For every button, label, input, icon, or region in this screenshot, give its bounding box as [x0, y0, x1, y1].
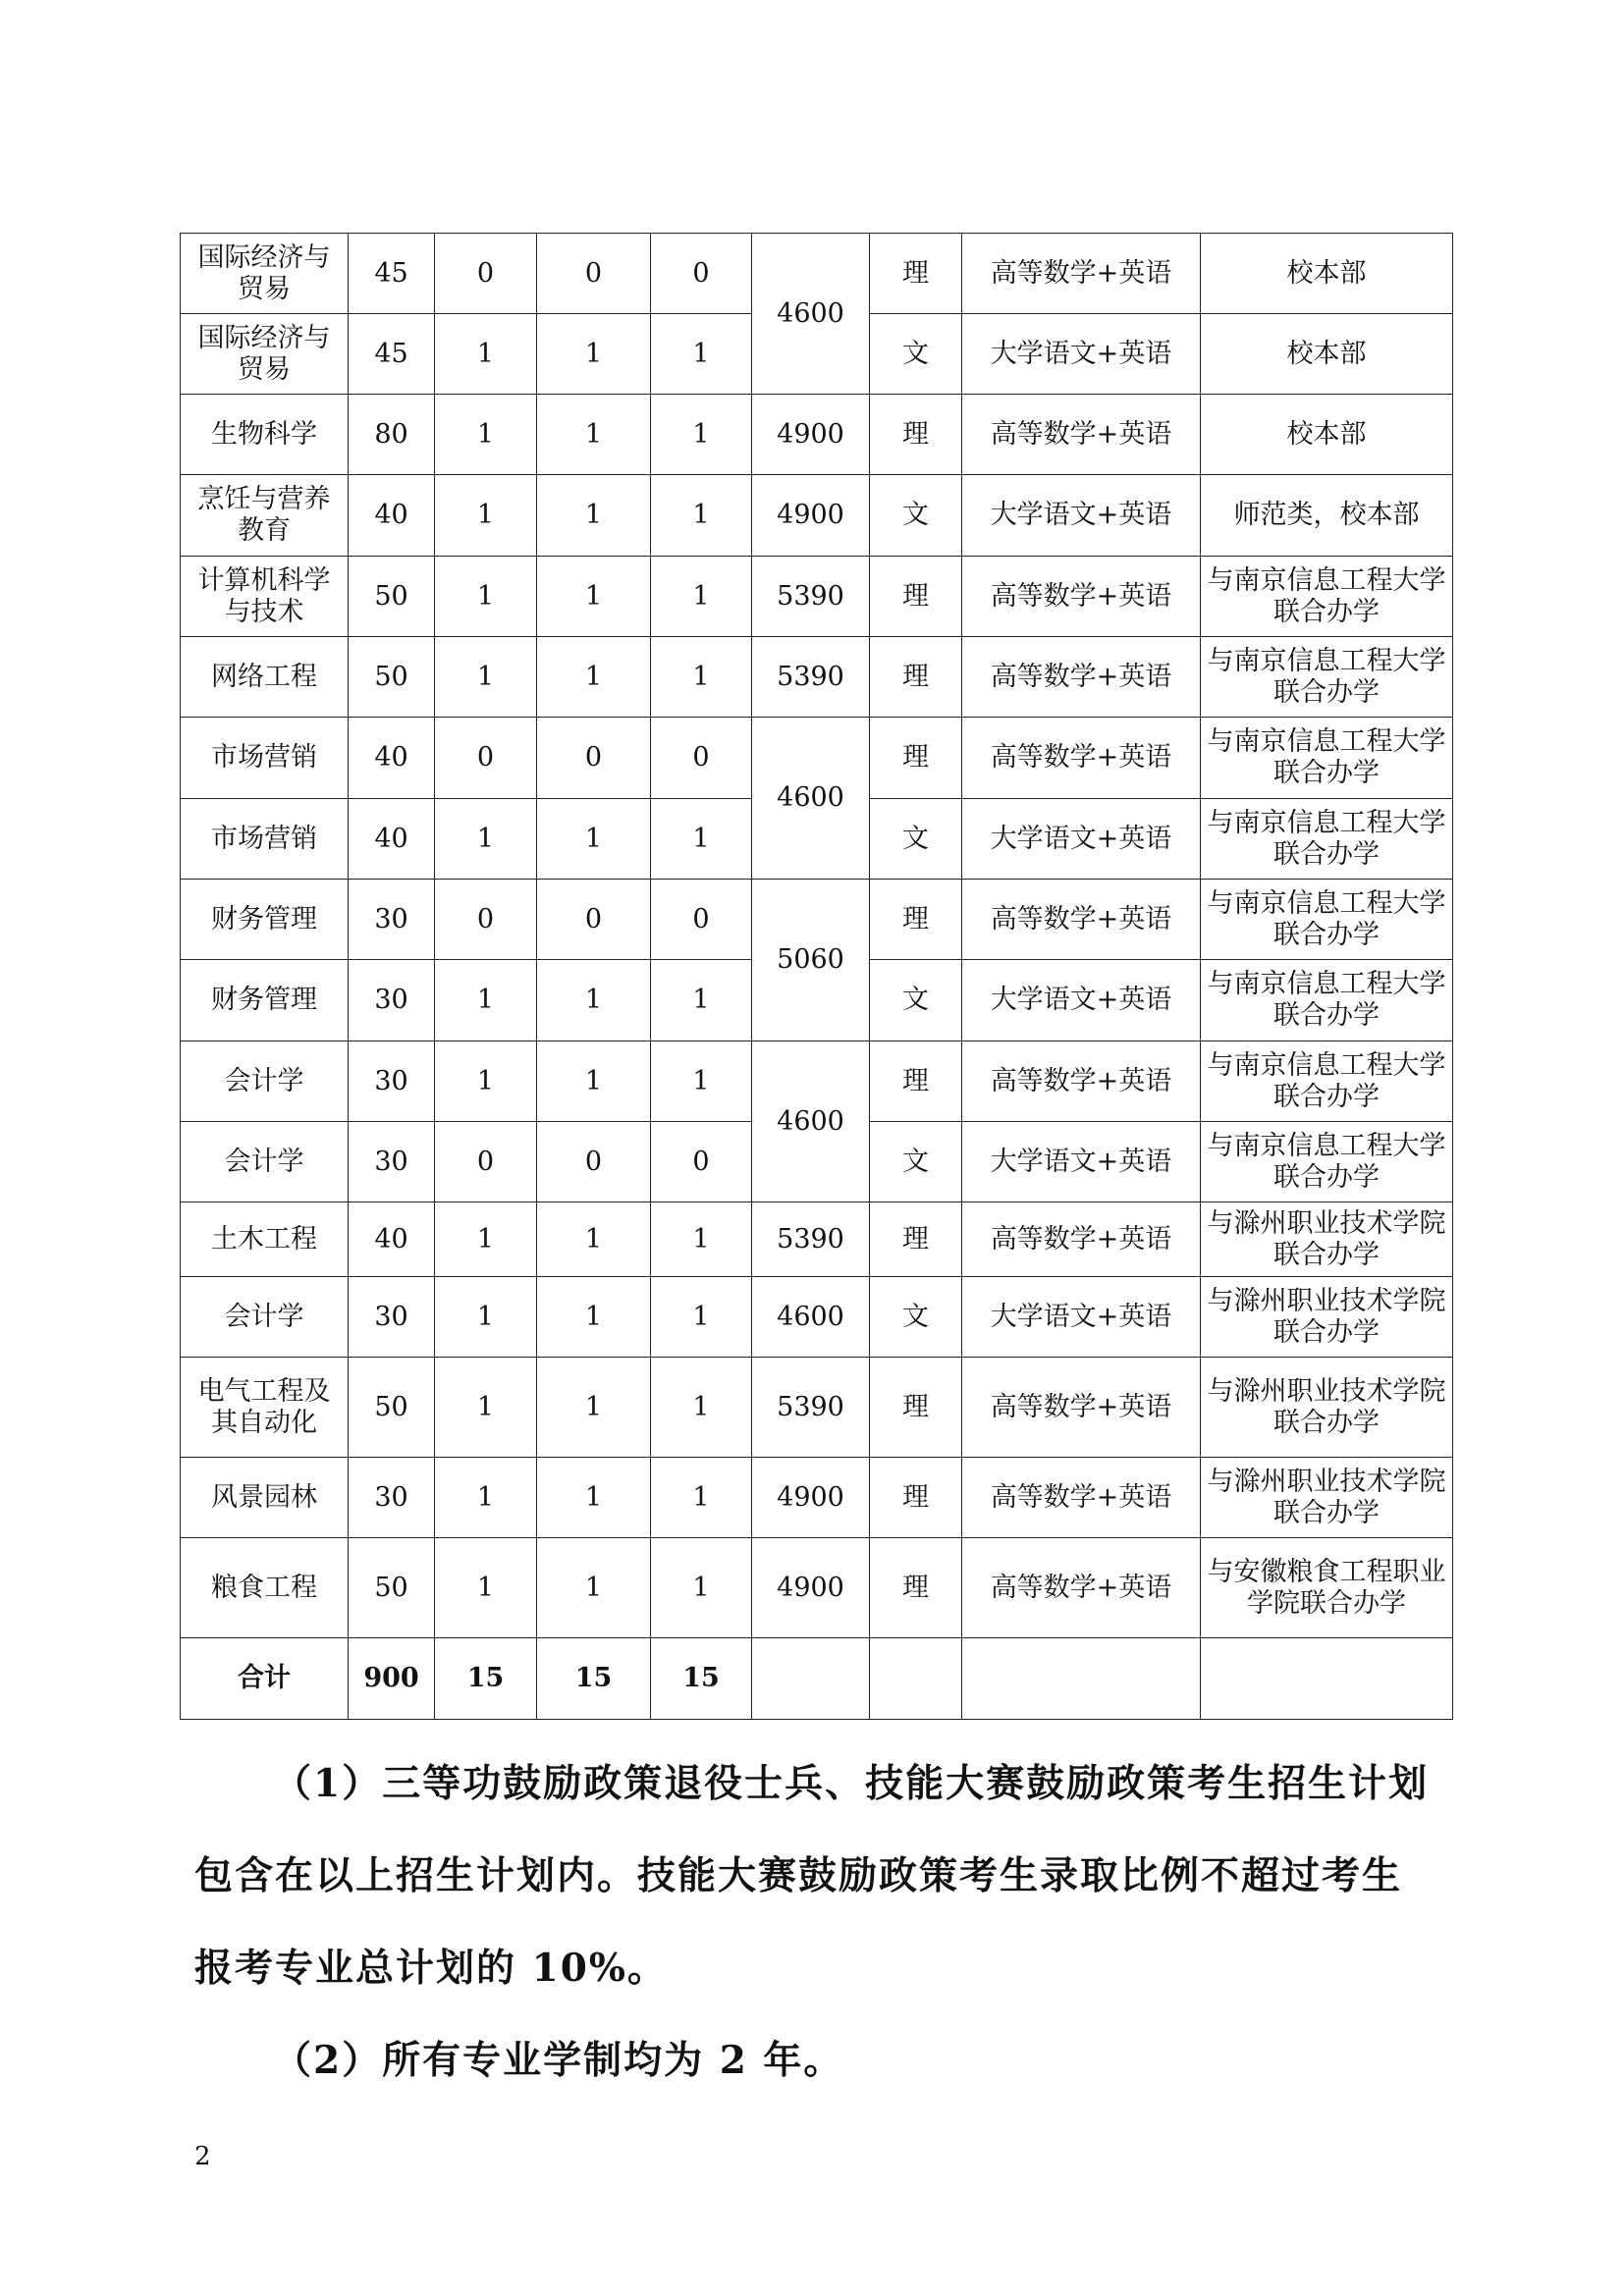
plan-cell: 30: [349, 1122, 435, 1202]
count-cell: 1: [651, 475, 752, 557]
subject-cell: 文: [870, 1277, 962, 1358]
exam-cell: 高等数学+英语: [962, 1358, 1201, 1458]
count-cell: 1: [651, 637, 752, 718]
count-cell: 1: [435, 1358, 537, 1458]
exam-cell: 高等数学+英语: [962, 234, 1201, 314]
plan-cell: 45: [349, 234, 435, 314]
count-cell: 0: [537, 1122, 651, 1202]
major-cell: 风景园林: [181, 1458, 349, 1538]
count-cell: 1: [435, 557, 537, 637]
subject-cell: 文: [870, 475, 962, 557]
count-cell: 1: [651, 557, 752, 637]
major-cell: 会计学: [181, 1277, 349, 1358]
total-count-cell: 15: [435, 1638, 537, 1720]
count-cell: 0: [651, 1122, 752, 1202]
table-row: [181, 1538, 1453, 1638]
count-cell: 1: [435, 799, 537, 880]
fee-cell: 4600: [752, 234, 870, 395]
subject-cell: 理: [870, 1538, 962, 1638]
major-cell: 烹饪与营养教育: [181, 475, 349, 557]
count-cell: 1: [651, 1041, 752, 1122]
remark-cell: 与滁州职业技术学院联合办学: [1201, 1458, 1453, 1538]
count-cell: 1: [435, 1458, 537, 1538]
plan-cell: 30: [349, 1041, 435, 1122]
count-cell: 1: [537, 1277, 651, 1358]
note-1: （1）三等功鼓励政策退役士兵、技能大赛鼓励政策考生招生计划包含在以上招生计划内。技能大赛鼓励政策考生录取比例不超过考生报考专业总计划的 10%。: [194, 1761, 1430, 1991]
count-cell: 0: [435, 880, 537, 960]
count-cell: 1: [537, 1202, 651, 1277]
table-row: [181, 718, 1453, 799]
plan-cell: 50: [349, 1358, 435, 1458]
exam-cell: 高等数学+英语: [962, 718, 1201, 799]
subject-cell: 文: [870, 314, 962, 395]
table-row: [181, 880, 1453, 960]
total-label-cell: 合计: [181, 1638, 349, 1720]
exam-cell: 高等数学+英语: [962, 1202, 1201, 1277]
count-cell: 1: [537, 637, 651, 718]
major-cell: 财务管理: [181, 880, 349, 960]
fee-cell: 4900: [752, 1538, 870, 1638]
remark-cell: 与南京信息工程大学联合办学: [1201, 557, 1453, 637]
count-cell: 1: [537, 799, 651, 880]
major-cell: 财务管理: [181, 960, 349, 1041]
subject-cell: 理: [870, 1202, 962, 1277]
subject-cell: 理: [870, 234, 962, 314]
subject-cell: 理: [870, 395, 962, 475]
plan-cell: 30: [349, 960, 435, 1041]
remark-cell: 与滁州职业技术学院联合办学: [1201, 1277, 1453, 1358]
plan-cell: 40: [349, 1202, 435, 1277]
table-row: [181, 637, 1453, 718]
count-cell: 1: [435, 960, 537, 1041]
major-cell: 土木工程: [181, 1202, 349, 1277]
count-cell: 1: [537, 314, 651, 395]
exam-cell: 高等数学+英语: [962, 557, 1201, 637]
major-cell: 电气工程及其自动化: [181, 1358, 349, 1458]
subject-cell: 理: [870, 557, 962, 637]
table-row: [181, 1202, 1453, 1277]
total-plan-cell: 900: [349, 1638, 435, 1720]
exam-cell: 大学语文+英语: [962, 314, 1201, 395]
remark-cell: 与南京信息工程大学联合办学: [1201, 637, 1453, 718]
exam-cell: 大学语文+英语: [962, 1122, 1201, 1202]
count-cell: 1: [537, 1458, 651, 1538]
total-count-cell: 15: [651, 1638, 752, 1720]
table-row: [181, 1277, 1453, 1358]
plan-cell: 40: [349, 799, 435, 880]
plan-cell: 30: [349, 1458, 435, 1538]
major-cell: 生物科学: [181, 395, 349, 475]
remark-cell: 与滁州职业技术学院联合办学: [1201, 1358, 1453, 1458]
plan-cell: 40: [349, 475, 435, 557]
empty-cell: [870, 1638, 962, 1720]
table-row: [181, 557, 1453, 637]
exam-cell: 大学语文+英语: [962, 960, 1201, 1041]
fee-cell: 5390: [752, 1202, 870, 1277]
fee-cell: 4600: [752, 1277, 870, 1358]
plan-cell: 50: [349, 637, 435, 718]
count-cell: 1: [537, 1358, 651, 1458]
plan-cell: 80: [349, 395, 435, 475]
count-cell: 1: [537, 960, 651, 1041]
remark-cell: 与南京信息工程大学联合办学: [1201, 799, 1453, 880]
count-cell: 1: [651, 1458, 752, 1538]
major-cell: 国际经济与贸易: [181, 234, 349, 314]
remark-cell: 与南京信息工程大学联合办学: [1201, 960, 1453, 1041]
major-cell: 市场营销: [181, 799, 349, 880]
major-cell: 会计学: [181, 1122, 349, 1202]
fee-cell: 5390: [752, 1358, 870, 1458]
count-cell: 1: [651, 960, 752, 1041]
remark-cell: 与南京信息工程大学联合办学: [1201, 1041, 1453, 1122]
count-cell: 1: [537, 395, 651, 475]
count-cell: 1: [435, 395, 537, 475]
total-row: [181, 1638, 1453, 1720]
plan-cell: 45: [349, 314, 435, 395]
exam-cell: 高等数学+英语: [962, 1458, 1201, 1538]
fee-cell: 4900: [752, 1458, 870, 1538]
exam-cell: 大学语文+英语: [962, 799, 1201, 880]
table-row: [181, 1358, 1453, 1458]
count-cell: 1: [435, 637, 537, 718]
count-cell: 0: [537, 880, 651, 960]
count-cell: 1: [537, 1041, 651, 1122]
count-cell: 1: [651, 1277, 752, 1358]
count-cell: 1: [651, 799, 752, 880]
table-row: [181, 475, 1453, 557]
count-cell: 0: [651, 234, 752, 314]
major-cell: 市场营销: [181, 718, 349, 799]
fee-cell: 4600: [752, 1041, 870, 1202]
exam-cell: 高等数学+英语: [962, 395, 1201, 475]
count-cell: 1: [435, 475, 537, 557]
empty-cell: [1201, 1638, 1453, 1720]
subject-cell: 理: [870, 880, 962, 960]
subject-cell: 理: [870, 1458, 962, 1538]
page-number: 2: [194, 2142, 211, 2171]
plan-cell: 50: [349, 1538, 435, 1638]
major-cell: 国际经济与贸易: [181, 314, 349, 395]
plan-cell: 50: [349, 557, 435, 637]
note-2: （2）所有专业学制均为 2 年。: [273, 2038, 844, 2083]
count-cell: 0: [651, 880, 752, 960]
exam-cell: 高等数学+英语: [962, 1041, 1201, 1122]
exam-cell: 大学语文+英语: [962, 475, 1201, 557]
exam-cell: 高等数学+英语: [962, 1538, 1201, 1638]
count-cell: 0: [537, 718, 651, 799]
subject-cell: 理: [870, 718, 962, 799]
table-row: [181, 395, 1453, 475]
plan-cell: 30: [349, 880, 435, 960]
major-cell: 会计学: [181, 1041, 349, 1122]
fee-cell: 5390: [752, 637, 870, 718]
count-cell: 0: [537, 234, 651, 314]
remark-cell: 与南京信息工程大学联合办学: [1201, 718, 1453, 799]
remark-cell: 校本部: [1201, 314, 1453, 395]
count-cell: 1: [435, 1277, 537, 1358]
count-cell: 1: [537, 475, 651, 557]
enrollment-table: [180, 233, 1453, 1720]
plan-cell: 30: [349, 1277, 435, 1358]
total-count-cell: 15: [537, 1638, 651, 1720]
fee-cell: 5060: [752, 880, 870, 1041]
count-cell: 1: [435, 1041, 537, 1122]
subject-cell: 理: [870, 637, 962, 718]
table-row: [181, 234, 1453, 314]
fee-cell: 4900: [752, 475, 870, 557]
count-cell: 1: [651, 314, 752, 395]
major-cell: 网络工程: [181, 637, 349, 718]
remark-cell: 校本部: [1201, 234, 1453, 314]
count-cell: 0: [435, 234, 537, 314]
count-cell: 1: [435, 1538, 537, 1638]
count-cell: 1: [651, 1202, 752, 1277]
count-cell: 1: [435, 1202, 537, 1277]
table-row: [181, 1458, 1453, 1538]
subject-cell: 文: [870, 799, 962, 880]
remark-cell: 校本部: [1201, 395, 1453, 475]
remark-cell: 与南京信息工程大学联合办学: [1201, 880, 1453, 960]
remark-cell: 与安徽粮食工程职业学院联合办学: [1201, 1538, 1453, 1638]
remark-cell: 与南京信息工程大学联合办学: [1201, 1122, 1453, 1202]
exam-cell: 高等数学+英语: [962, 637, 1201, 718]
subject-cell: 理: [870, 1041, 962, 1122]
count-cell: 1: [537, 557, 651, 637]
subject-cell: 理: [870, 1358, 962, 1458]
count-cell: 1: [651, 395, 752, 475]
count-cell: 1: [435, 314, 537, 395]
fee-cell: 5390: [752, 557, 870, 637]
count-cell: 0: [651, 718, 752, 799]
count-cell: 1: [651, 1358, 752, 1458]
major-cell: 计算机科学与技术: [181, 557, 349, 637]
remark-cell: 师范类，校本部: [1201, 475, 1453, 557]
empty-cell: [962, 1638, 1201, 1720]
count-cell: 0: [435, 718, 537, 799]
exam-cell: 大学语文+英语: [962, 1277, 1201, 1358]
table-row: [181, 1041, 1453, 1122]
major-cell: 粮食工程: [181, 1538, 349, 1638]
exam-cell: 高等数学+英语: [962, 880, 1201, 960]
notes: [194, 1737, 1441, 2107]
count-cell: 0: [435, 1122, 537, 1202]
plan-cell: 40: [349, 718, 435, 799]
subject-cell: 文: [870, 1122, 962, 1202]
remark-cell: 与滁州职业技术学院联合办学: [1201, 1202, 1453, 1277]
empty-cell: [752, 1638, 870, 1720]
count-cell: 1: [537, 1538, 651, 1638]
subject-cell: 文: [870, 960, 962, 1041]
fee-cell: 4900: [752, 395, 870, 475]
fee-cell: 4600: [752, 718, 870, 880]
count-cell: 1: [651, 1538, 752, 1638]
